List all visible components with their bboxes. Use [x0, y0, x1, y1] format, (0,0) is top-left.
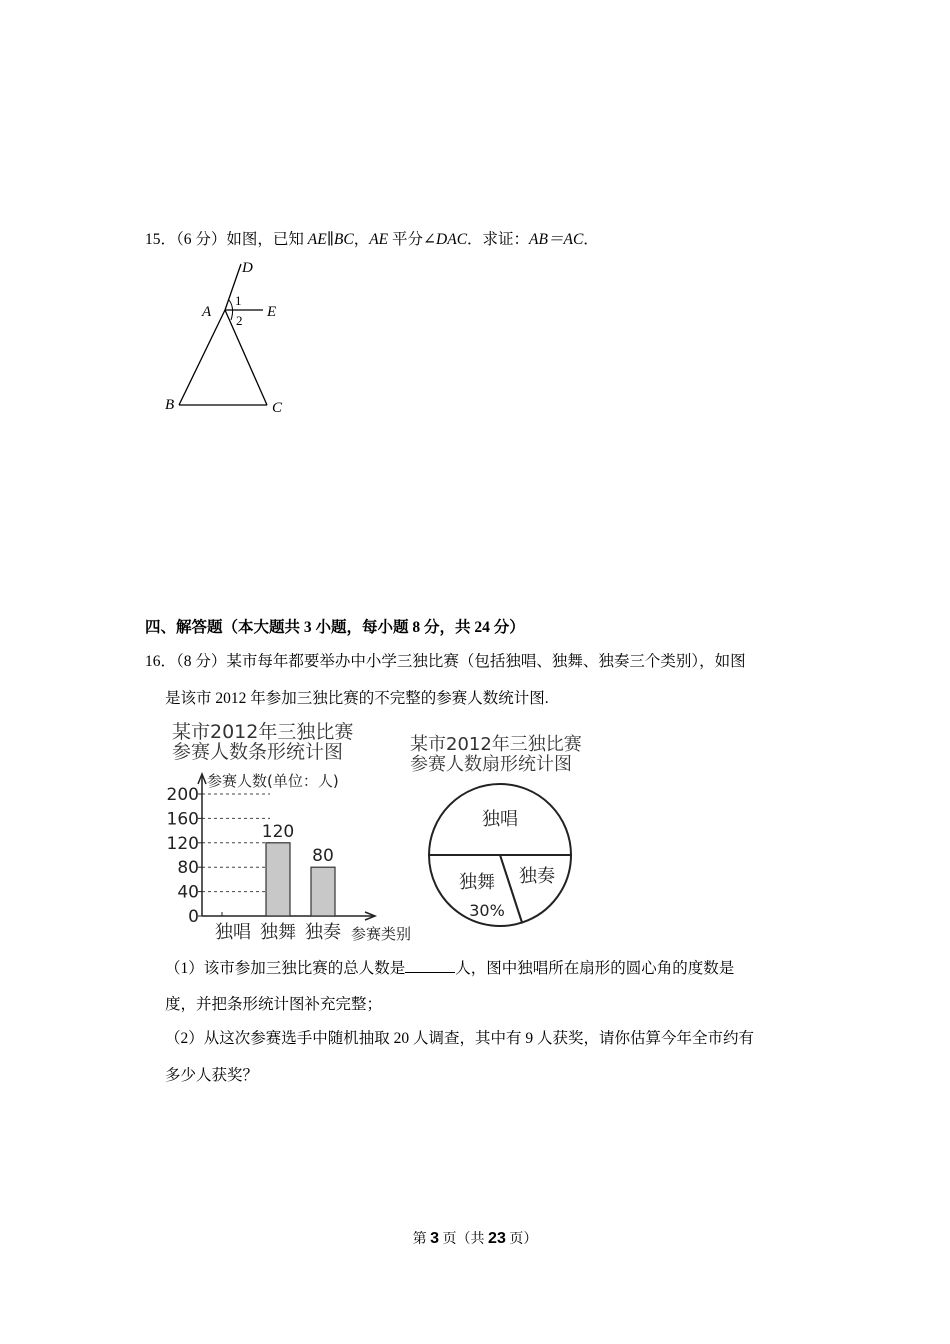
q15-m3: DAC: [436, 231, 468, 248]
q15-text: [145, 230, 599, 250]
pie-label-独唱: 独唱: [482, 809, 518, 830]
q15-number: 15．: [145, 231, 177, 248]
bar-value-label: 80: [312, 846, 334, 867]
footer-post: 页）: [505, 1232, 538, 1247]
q15-score: （6 分）: [176, 231, 227, 248]
bar-value-label: 120: [261, 821, 295, 842]
pie-label-独奏: 独奏: [519, 866, 555, 887]
bar-chart-subtitle: 参赛人数条形统计图: [172, 741, 344, 763]
bar-ytick-label: 120: [166, 833, 199, 854]
pie-percent-label: 30%: [469, 901, 505, 920]
label-angle1: 1: [235, 293, 242, 308]
label-A: A: [202, 304, 212, 320]
pie-label-独舞: 独舞: [459, 872, 495, 893]
q16-line1-text: 某市每年都要举办中小学三独比赛（包括独唱、独舞、独奏三个类别），如图: [226, 653, 746, 670]
bar-category-label: 独唱: [215, 922, 251, 943]
q16-line2: 是该市 2012 年参加三独比赛的不完整的参赛人数统计图.: [165, 690, 549, 707]
q15-figure: [155, 252, 295, 422]
q16-sub1-line2: 度，并把条形统计图补充完整；: [165, 996, 383, 1013]
bar-独奏: [311, 867, 335, 916]
q16-line1: [145, 652, 746, 672]
bar-ytick-label: 0: [188, 907, 199, 927]
bar-ytick-label: 80: [177, 858, 199, 879]
label-E: E: [267, 304, 277, 320]
label-C: C: [272, 400, 283, 416]
q16-sub1-a: （1）该市参加三独比赛的总人数是: [165, 960, 406, 977]
answer-blank[interactable]: [405, 958, 455, 973]
q16-sub2-line1: （2）从这次参赛选手中随机抽取 20 人调查，其中有 9 人获奖，请你估算今年全市约有: [165, 1030, 755, 1047]
bar-ytick-label: 200: [166, 785, 199, 805]
footer-page: 3: [430, 1230, 440, 1247]
q15-m2: AE: [369, 231, 389, 248]
q15-t3: 平分∠: [388, 231, 437, 248]
pie-chart-title: 某市2012年三独比赛: [410, 734, 582, 755]
bar-ytick-label: 160: [166, 809, 199, 830]
line-AC: [225, 310, 267, 405]
footer-mid: 页（共: [439, 1232, 489, 1247]
pie-chart: [400, 730, 590, 930]
bar-chart-xlabel: 参赛类别: [351, 925, 412, 943]
q16-number: 16．: [145, 653, 177, 670]
footer-total: 23: [488, 1230, 506, 1247]
bar-category-label: 独奏: [305, 922, 341, 943]
q15-m1: AE∥BC: [307, 231, 354, 248]
q15-t4: ．求证：: [467, 231, 530, 248]
q15-t5: ．: [583, 231, 599, 248]
q15-m4: AB＝AC: [529, 231, 584, 248]
footer-pre: 第: [412, 1232, 431, 1247]
bar-独舞: [266, 843, 290, 916]
q16-sub1-line1: [165, 958, 734, 979]
label-angle2: 2: [236, 313, 243, 328]
section4-heading: 四、解答题（本大题共 3 小题，每小题 8 分，共 24 分）: [145, 619, 525, 636]
q16-sub1-b: 人，图中独唱所在扇形的圆心角的度数是: [455, 960, 735, 977]
line-AB: [179, 310, 225, 405]
q15-t1: 如图，已知: [226, 231, 308, 248]
page-footer: [0, 1229, 950, 1250]
q16-sub2-line2: 多少人获奖？: [165, 1067, 259, 1084]
bar-chart: [160, 716, 430, 948]
q15-t2: ，: [353, 231, 370, 248]
label-B: B: [165, 397, 175, 413]
q16-score: （8 分）: [176, 653, 227, 670]
label-D: D: [242, 260, 253, 276]
bar-ytick-label: 40: [177, 882, 199, 903]
bar-category-label: 独舞: [260, 922, 296, 943]
bar-chart-ylabel: 参赛人数(单位：人): [207, 772, 339, 790]
bar-chart-title: 某市2012年三独比赛: [172, 721, 354, 743]
pie-chart-subtitle: 参赛人数扇形统计图: [410, 754, 572, 775]
